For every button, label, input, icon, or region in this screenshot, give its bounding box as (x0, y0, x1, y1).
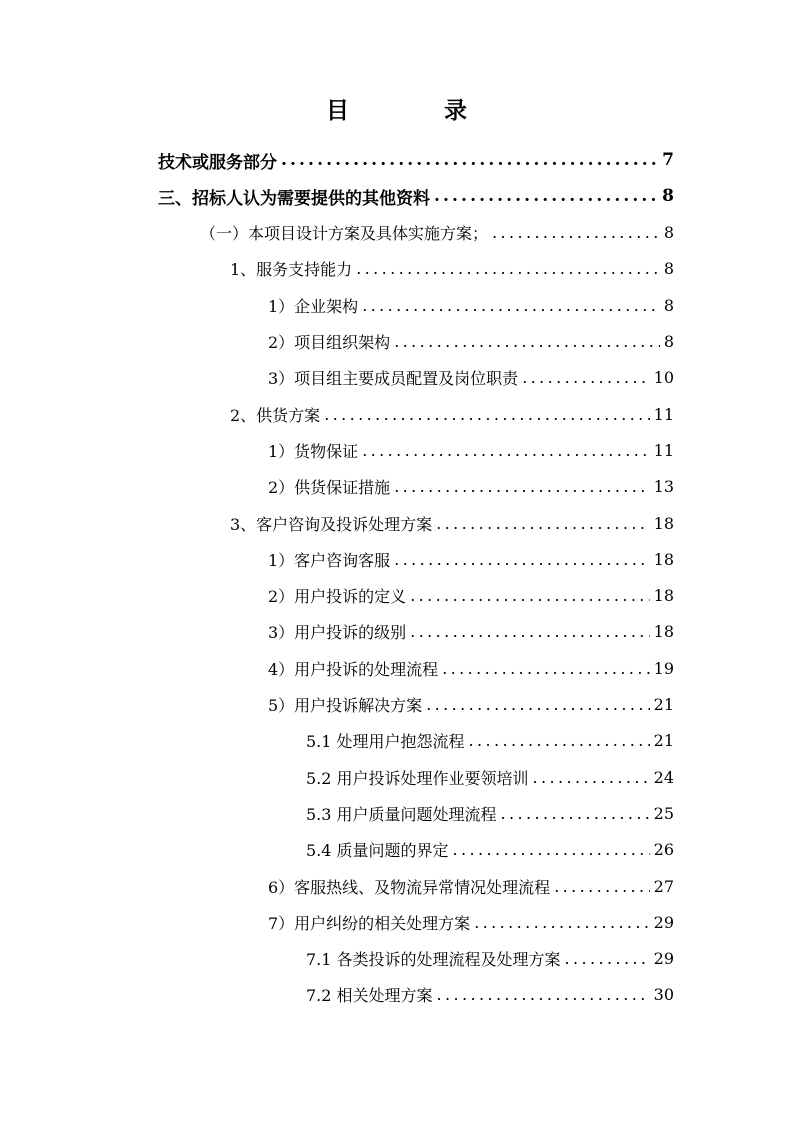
toc-dot-leader (492, 223, 660, 242)
toc-entry[interactable] (268, 541, 674, 577)
toc-entry[interactable] (268, 578, 674, 614)
toc-entry[interactable] (306, 759, 674, 795)
toc-entry-label: 5.3 用户质量问题处理流程 (306, 804, 497, 824)
toc-page-number: 8 (663, 259, 674, 279)
toc-entry[interactable] (268, 432, 674, 468)
toc-entry-label: 1）企业架构 (268, 296, 359, 316)
toc-page-number: 18 (653, 622, 674, 642)
toc-entry[interactable] (306, 723, 674, 759)
toc-entry-label: 2）供货保证措施 (268, 478, 391, 498)
toc-page-number: 25 (653, 803, 674, 823)
toc-entry-label: 1）客户咨询客服 (268, 550, 391, 570)
toc-dot-leader (501, 804, 650, 823)
toc-page-number: 30 (653, 985, 674, 1005)
toc-entry[interactable] (268, 687, 674, 723)
toc-page-number: 18 (653, 586, 674, 606)
toc-page-number: 18 (653, 549, 674, 569)
toc-page-number: 11 (653, 404, 674, 424)
toc-page-number: 8 (663, 332, 674, 351)
toc-dot-leader (533, 768, 650, 787)
toc-dot-leader (394, 550, 649, 569)
toc-entry-label: 3、客户咨询及投诉处理方案 (230, 514, 433, 534)
toc-entry[interactable] (306, 941, 674, 977)
toc-entry[interactable] (268, 650, 674, 686)
toc-dot-leader (394, 477, 649, 496)
toc-entry-label: 1、服务支持能力 (230, 260, 353, 280)
toc-dot-leader (426, 695, 649, 714)
toc-page-number: 29 (653, 949, 674, 969)
toc-page-number: 10 (653, 368, 674, 388)
toc-entry-label: 5.2 用户投诉处理作业要领培训 (306, 768, 529, 788)
toc-entry-label: 2）用户投诉的定义 (268, 587, 407, 607)
toc-entry-label: 2、供货方案 (230, 405, 321, 425)
toc-page-number: 8 (663, 223, 674, 243)
toc-entry-label: （一）本项目设计方案及具体实施方案； (200, 224, 489, 244)
toc-page-number: 8 (662, 186, 674, 207)
toc-dot-leader (362, 441, 649, 460)
toc-page-number: 29 (653, 912, 674, 932)
toc-entry-label: 7）用户纠纷的相关处理方案 (268, 913, 471, 933)
toc-entry-label: 7.2 相关处理方案 (306, 986, 433, 1006)
toc-dot-leader (453, 840, 650, 859)
toc-entry-label: 4）用户投诉的处理流程 (268, 659, 439, 679)
toc-entry[interactable] (200, 215, 674, 251)
toc-page-number: 26 (653, 840, 674, 860)
toc-dot-leader (434, 186, 658, 206)
toc-entry-label: 6）客服热线、及物流异常情况处理流程 (268, 877, 551, 897)
toc-dot-leader (565, 949, 650, 968)
toc-entry[interactable] (306, 977, 674, 1013)
toc-dot-leader (436, 514, 649, 533)
toc-entry[interactable] (230, 251, 674, 287)
toc-entry[interactable] (230, 396, 674, 432)
toc-entry[interactable] (230, 505, 674, 541)
toc-entry-label: 3）用户投诉的级别 (268, 623, 407, 643)
toc-page-number: 7 (662, 150, 674, 170)
toc-dot-leader (394, 332, 660, 351)
toc-entry[interactable] (268, 904, 674, 940)
toc-entry-label: 5.4 质量问题的界定 (306, 841, 449, 861)
toc-entry[interactable] (268, 324, 674, 360)
toc-entry[interactable] (268, 360, 674, 396)
toc-page-number: 18 (653, 513, 674, 533)
toc-dot-leader (522, 368, 649, 387)
toc-page-number: 13 (653, 477, 674, 497)
toc-entry-label: 技术或服务部分 (158, 152, 277, 173)
toc-dot-leader (281, 150, 658, 170)
toc-page-number: 21 (653, 695, 674, 714)
toc-title: 目 录 (326, 97, 503, 124)
toc-dot-leader (469, 731, 650, 750)
toc-entry[interactable] (268, 287, 674, 323)
toc-page-number: 27 (653, 876, 674, 896)
toc-entry[interactable] (158, 178, 674, 214)
toc-page-number: 11 (653, 440, 674, 460)
toc-dot-leader (410, 622, 649, 641)
toc-entry[interactable] (268, 469, 674, 505)
toc-entry[interactable] (306, 795, 674, 831)
toc-dot-leader (356, 259, 660, 278)
toc-entry-label: 5）用户投诉解决方案 (268, 696, 423, 715)
toc-entry-label: 5.1 处理用户抱怨流程 (306, 732, 465, 752)
toc-page-number: 21 (653, 731, 674, 751)
toc-entry-label: 三、招标人认为需要提供的其他资料 (158, 188, 430, 209)
toc-page-number: 8 (663, 295, 674, 315)
toc-entry-label: 1）货物保证 (268, 441, 359, 461)
toc-entry[interactable] (268, 868, 674, 904)
toc-dot-leader (362, 296, 660, 315)
toc-page-number: 24 (653, 767, 674, 787)
toc-entry-label: 2）项目组织架构 (268, 333, 391, 352)
toc-dot-leader (437, 985, 650, 1004)
toc-entry[interactable] (306, 832, 674, 868)
toc-dot-leader (554, 877, 649, 896)
toc-entry[interactable] (268, 614, 674, 650)
toc-entry-label: 7.1 各类投诉的处理流程及处理方案 (306, 950, 561, 970)
toc-dot-leader (410, 586, 649, 605)
toc-page-number: 19 (653, 658, 674, 678)
toc-dot-leader (324, 405, 649, 424)
toc-entry-label: 3）项目组主要成员配置及岗位职责 (268, 369, 519, 389)
toc-dot-leader (442, 659, 649, 678)
toc-dot-leader (474, 913, 649, 932)
toc-entry[interactable] (158, 142, 674, 178)
